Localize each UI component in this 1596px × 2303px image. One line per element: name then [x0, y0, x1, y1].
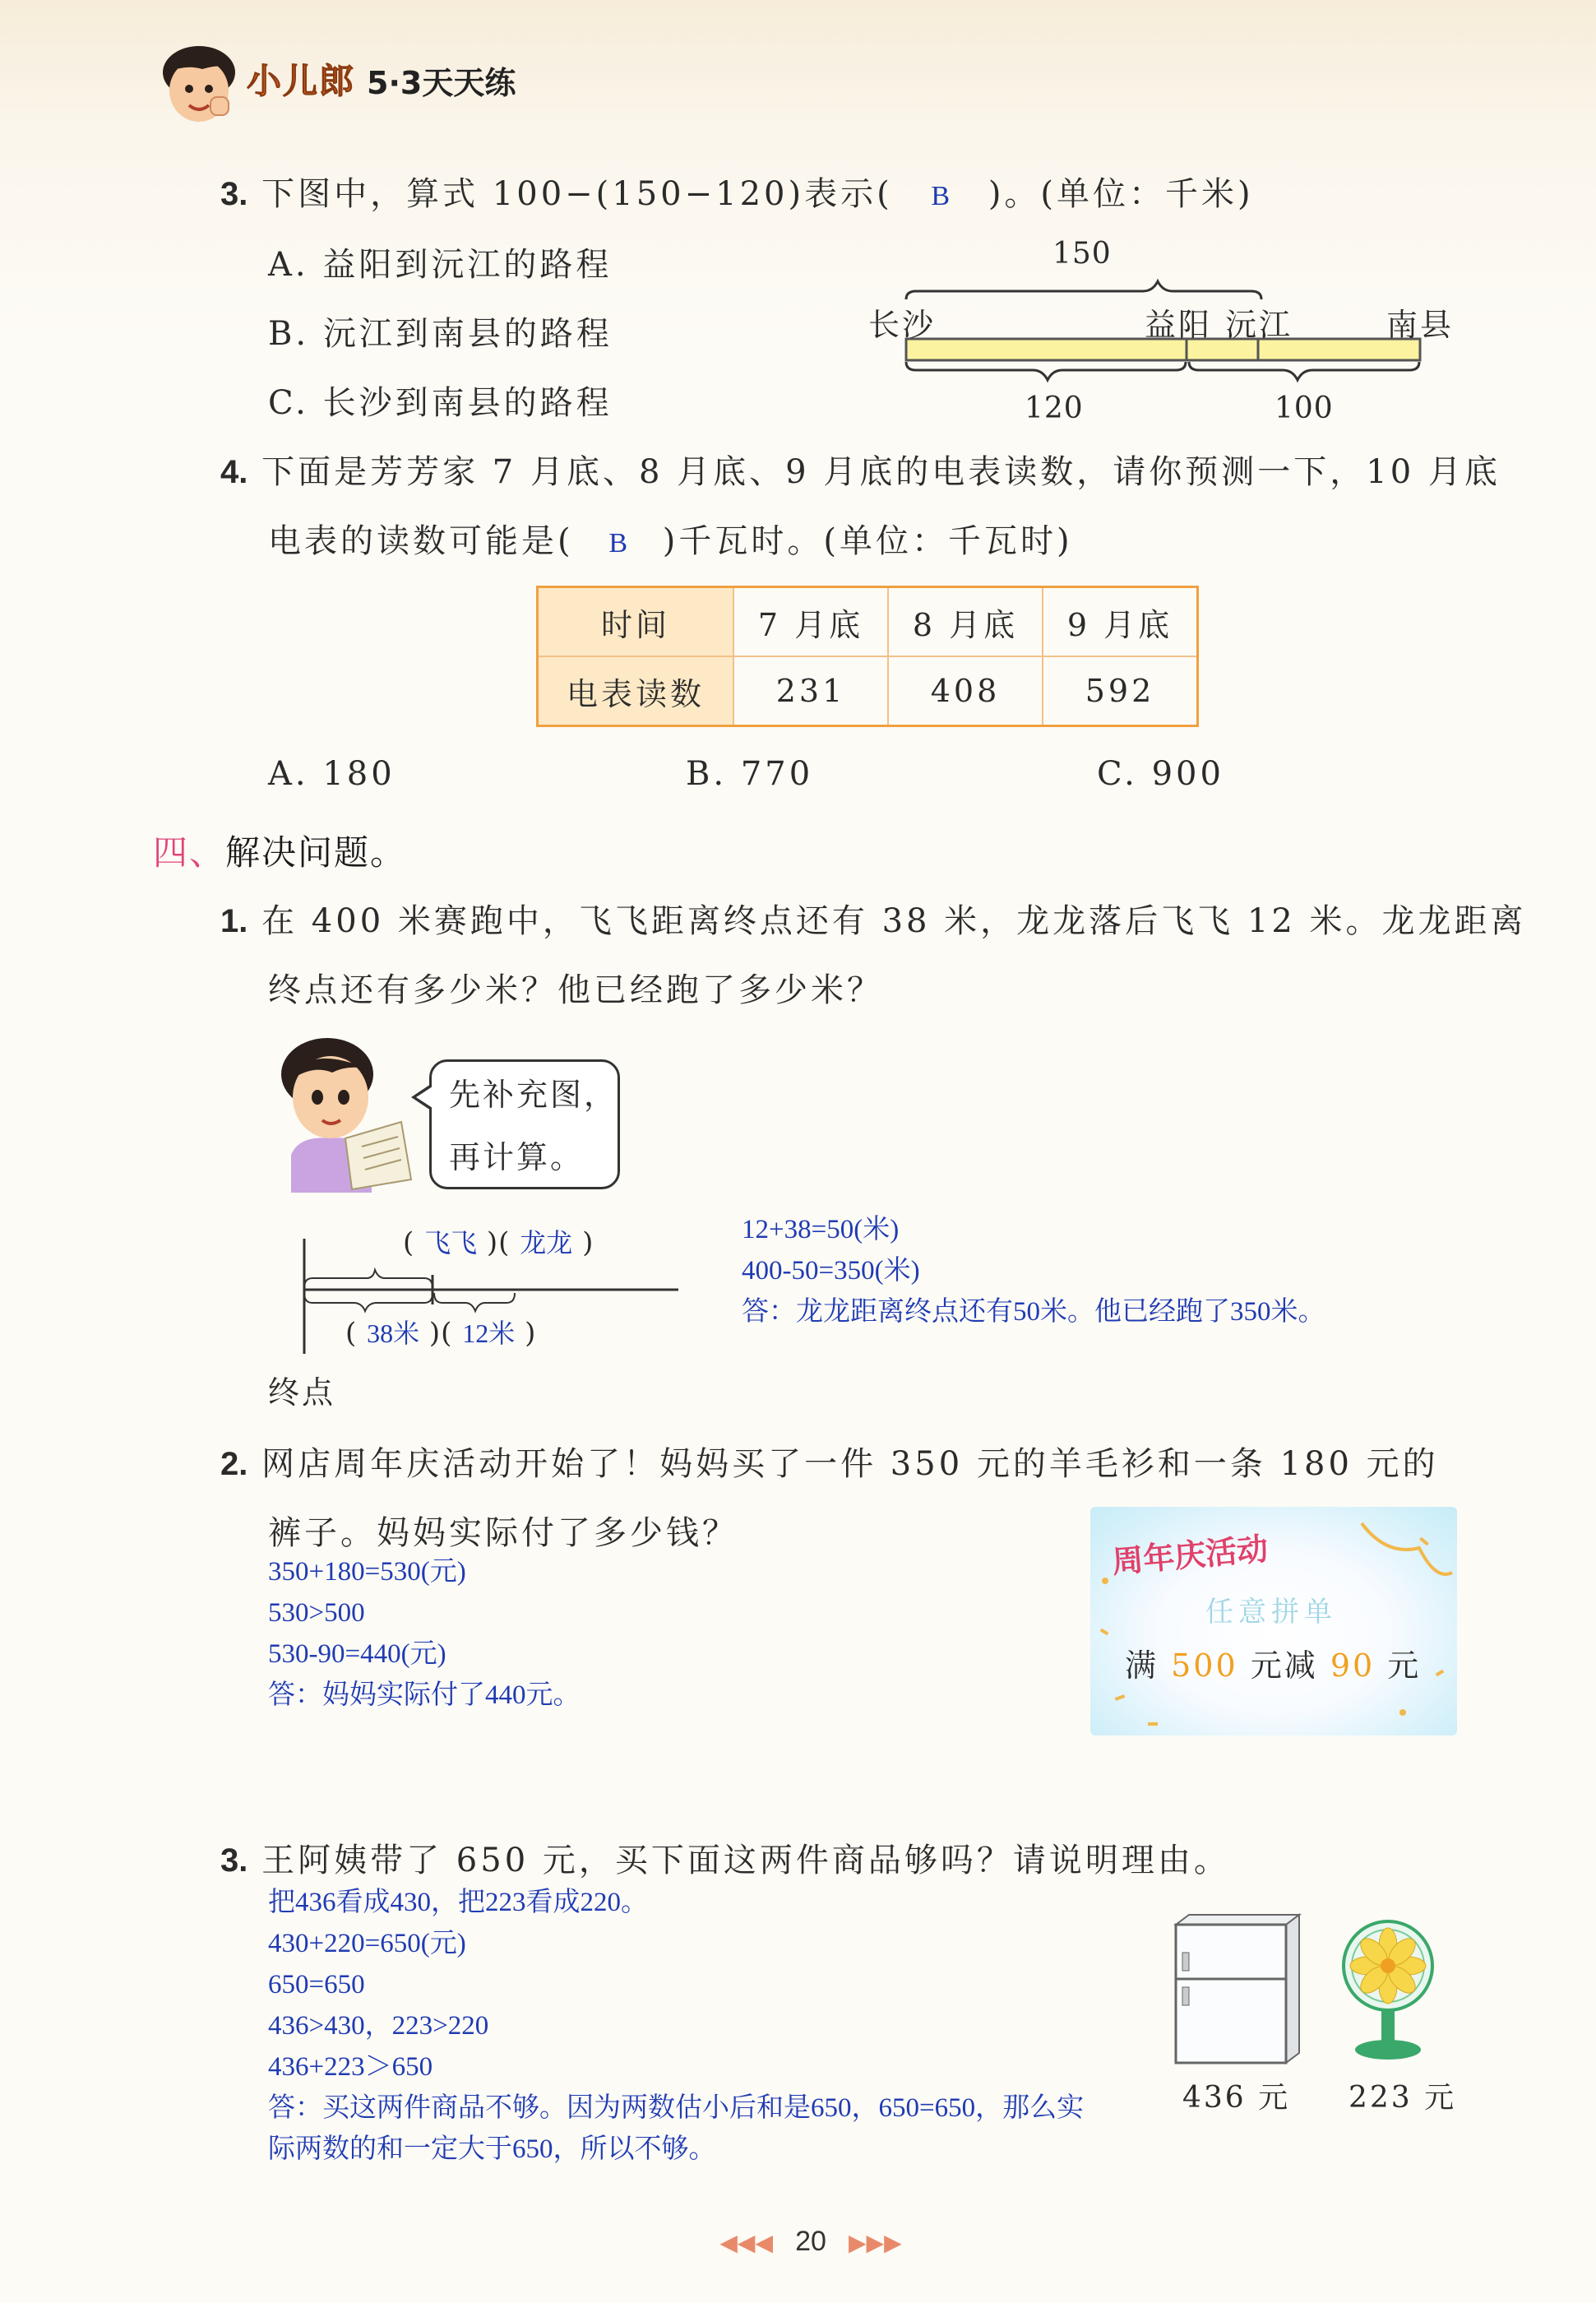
- race-bottom-val1: 38米: [367, 1318, 420, 1348]
- q3-option-b: B. 沅江到南县的路程: [268, 315, 613, 353]
- promo-subtitle: 任意拼单: [1205, 1596, 1337, 1629]
- p1-work-line1: 12+38=50(米): [742, 1215, 900, 1244]
- q3-place-yiyang: 益阳: [1145, 307, 1213, 343]
- p3-work-line5: 436+223＞650: [268, 2052, 433, 2082]
- race-bottom-close: ): [525, 1317, 537, 1350]
- p3-work-line2: 430+220=650(元): [268, 1929, 466, 1958]
- q4-option-c: C. 900: [1097, 755, 1224, 793]
- p2-work-line4: 答：妈妈实际付了440元。: [268, 1680, 581, 1710]
- promo-offer: [1125, 1640, 1421, 1685]
- q3-answer: B: [931, 181, 951, 211]
- q3-bottom-brace-left: [906, 362, 1186, 380]
- p1-line2: 终点还有多少米？他已经跑了多少米？: [268, 971, 883, 1009]
- promo-amount2: 90: [1330, 1647, 1376, 1684]
- page-footer: [696, 2226, 926, 2258]
- table-cell: 408: [888, 656, 1043, 726]
- section-title: 解决问题。: [225, 833, 407, 872]
- promo-text-mid: 元减: [1250, 1647, 1318, 1684]
- race-top-close: ): [582, 1226, 594, 1259]
- q3-option-a: A. 益阳到沅江的路程: [268, 246, 613, 284]
- p3-work-line1: 把436看成430，把223看成220。: [268, 1888, 648, 1917]
- table-cell: 7 月底: [733, 587, 888, 657]
- q3-question: [220, 168, 1254, 215]
- promo-title: 周年庆活动: [1110, 1530, 1270, 1581]
- race-top-labels: [403, 1222, 594, 1260]
- q3-number: 3.: [220, 176, 248, 212]
- section-heading: [153, 826, 406, 875]
- q4-number: 4.: [220, 454, 248, 490]
- brand-logo: 小儿郎: [247, 61, 356, 101]
- p1-work-line2: 400-50=350(米): [742, 1256, 920, 1286]
- q4-line2-before: 电表的读数可能是(: [268, 522, 574, 560]
- race-bottom-val2: 12米: [462, 1318, 516, 1348]
- p2-number: 2.: [220, 1446, 248, 1482]
- q3-place-yuanjiang: 沅江: [1225, 307, 1293, 343]
- p3-work-line3: 650=650: [268, 1970, 365, 1999]
- q4-option-b: B. 770: [686, 755, 814, 793]
- table-cell: 231: [733, 656, 888, 726]
- refrigerator-icon: [1168, 1913, 1307, 2066]
- promo-text-post: 元: [1387, 1647, 1422, 1684]
- table-cell: 电表读数: [538, 656, 734, 726]
- table-cell: 8 月底: [888, 587, 1043, 657]
- race-top-name1: 飞飞: [424, 1228, 478, 1258]
- race-top-mid: )(: [486, 1226, 511, 1259]
- p3-work-line6: 答：买这两件商品不够。因为两数估小后和是650，650=650，那么实: [268, 2093, 1085, 2123]
- q4-meter-table: [536, 586, 1199, 727]
- fan-price: 223 元: [1349, 2081, 1457, 2115]
- speech-bubble-tail-fill: [416, 1087, 433, 1108]
- race-end-label: 终点: [268, 1374, 336, 1411]
- promo-banner: [1090, 1507, 1457, 1735]
- p1-number: 1.: [220, 903, 248, 939]
- fan-icon: [1339, 1918, 1437, 2063]
- table-row: [538, 656, 1198, 726]
- q3-top-brace: [906, 281, 1261, 299]
- race-bottom-brace-2: [434, 1293, 515, 1311]
- section-number: 四、: [153, 833, 226, 872]
- p1-work-line3: 答：龙龙距离终点还有50米。他已经跑了350米。: [742, 1297, 1325, 1327]
- race-top-open: (: [403, 1226, 415, 1259]
- q4-line2-after: )千瓦时。(单位：千瓦时): [662, 522, 1073, 560]
- bubble-line2: 再计算。: [449, 1139, 585, 1175]
- race-bottom-open: (: [345, 1317, 358, 1350]
- series-title: 5·3天天练: [367, 65, 516, 101]
- boy-reading-icon: [266, 1031, 418, 1193]
- q3-place-nanxian: 南县: [1386, 307, 1455, 343]
- q3-bottom-brace-right: [1189, 362, 1419, 380]
- header-mascot-icon: [153, 39, 245, 132]
- q4-line1-text: 下面是芳芳家 7 月底、8 月底、9 月底的电表读数，请你预测一下，10 月底: [261, 453, 1501, 491]
- table-row: [538, 587, 1198, 657]
- q3-bottom-right-value: 100: [1274, 392, 1334, 425]
- p2-line1-text: 网店周年庆活动开始了！妈妈买了一件 350 元的羊毛衫和一条 180 元的: [261, 1445, 1439, 1483]
- right-arrows-icon: ▶▶▶: [849, 2229, 902, 2256]
- p2-work-line3: 530-90=440(元): [268, 1639, 446, 1669]
- p3-line1-text: 王阿姨带了 650 元，买下面这两件商品够吗？请说明理由。: [261, 1842, 1230, 1879]
- q4-answer: B: [608, 528, 628, 558]
- page-number: 20: [795, 2226, 826, 2257]
- q3-text-before: 下图中，算式 100−(150−120)表示(: [261, 175, 893, 213]
- p2-work-line1: 350+180=530(元): [268, 1557, 466, 1587]
- q3-bottom-left-value: 120: [1025, 392, 1084, 425]
- bubble-line1: 先补充图，: [449, 1077, 618, 1113]
- table-cell: 时间: [538, 587, 734, 657]
- table-cell: 9 月底: [1043, 587, 1198, 657]
- q4-line1: [220, 446, 1501, 493]
- q3-top-value: 150: [1052, 237, 1112, 271]
- race-top-brace: [304, 1270, 433, 1288]
- q3-text-after: )。(单位：千米): [988, 175, 1254, 213]
- p3-number: 3.: [220, 1842, 248, 1879]
- p3-line1: [220, 1834, 1230, 1881]
- p2-line2: 裤子。妈妈实际付了多少钱？: [268, 1514, 738, 1552]
- race-bottom-labels: [345, 1313, 536, 1351]
- q4-option-a: A. 180: [268, 755, 396, 793]
- left-arrows-icon: ◀◀◀: [719, 2229, 773, 2256]
- p2-line1: [220, 1438, 1439, 1485]
- promo-text-pre: 满: [1125, 1647, 1159, 1684]
- p1-line1-text: 在 400 米赛跑中，飞飞距离终点还有 38 米，龙龙落后飞飞 12 米。龙龙距离: [261, 902, 1527, 940]
- race-bottom-brace-1: [304, 1293, 433, 1311]
- table-cell: 592: [1043, 656, 1198, 726]
- race-top-name2: 龙龙: [520, 1228, 573, 1258]
- p3-work-line7: 际两数的和一定大于650，所以不够。: [268, 2134, 716, 2164]
- q3-option-c: C. 长沙到南县的路程: [268, 384, 613, 422]
- q3-place-changsha: 长沙: [868, 307, 937, 343]
- race-bottom-mid: )(: [428, 1317, 453, 1350]
- p1-line1: [220, 895, 1527, 942]
- q4-line2: [268, 515, 1073, 562]
- p2-work-line2: 530>500: [268, 1598, 365, 1628]
- promo-amount1: 500: [1171, 1647, 1238, 1684]
- fridge-price: 436 元: [1182, 2081, 1291, 2115]
- p3-work-line4: 436>430，223>220: [268, 2011, 489, 2041]
